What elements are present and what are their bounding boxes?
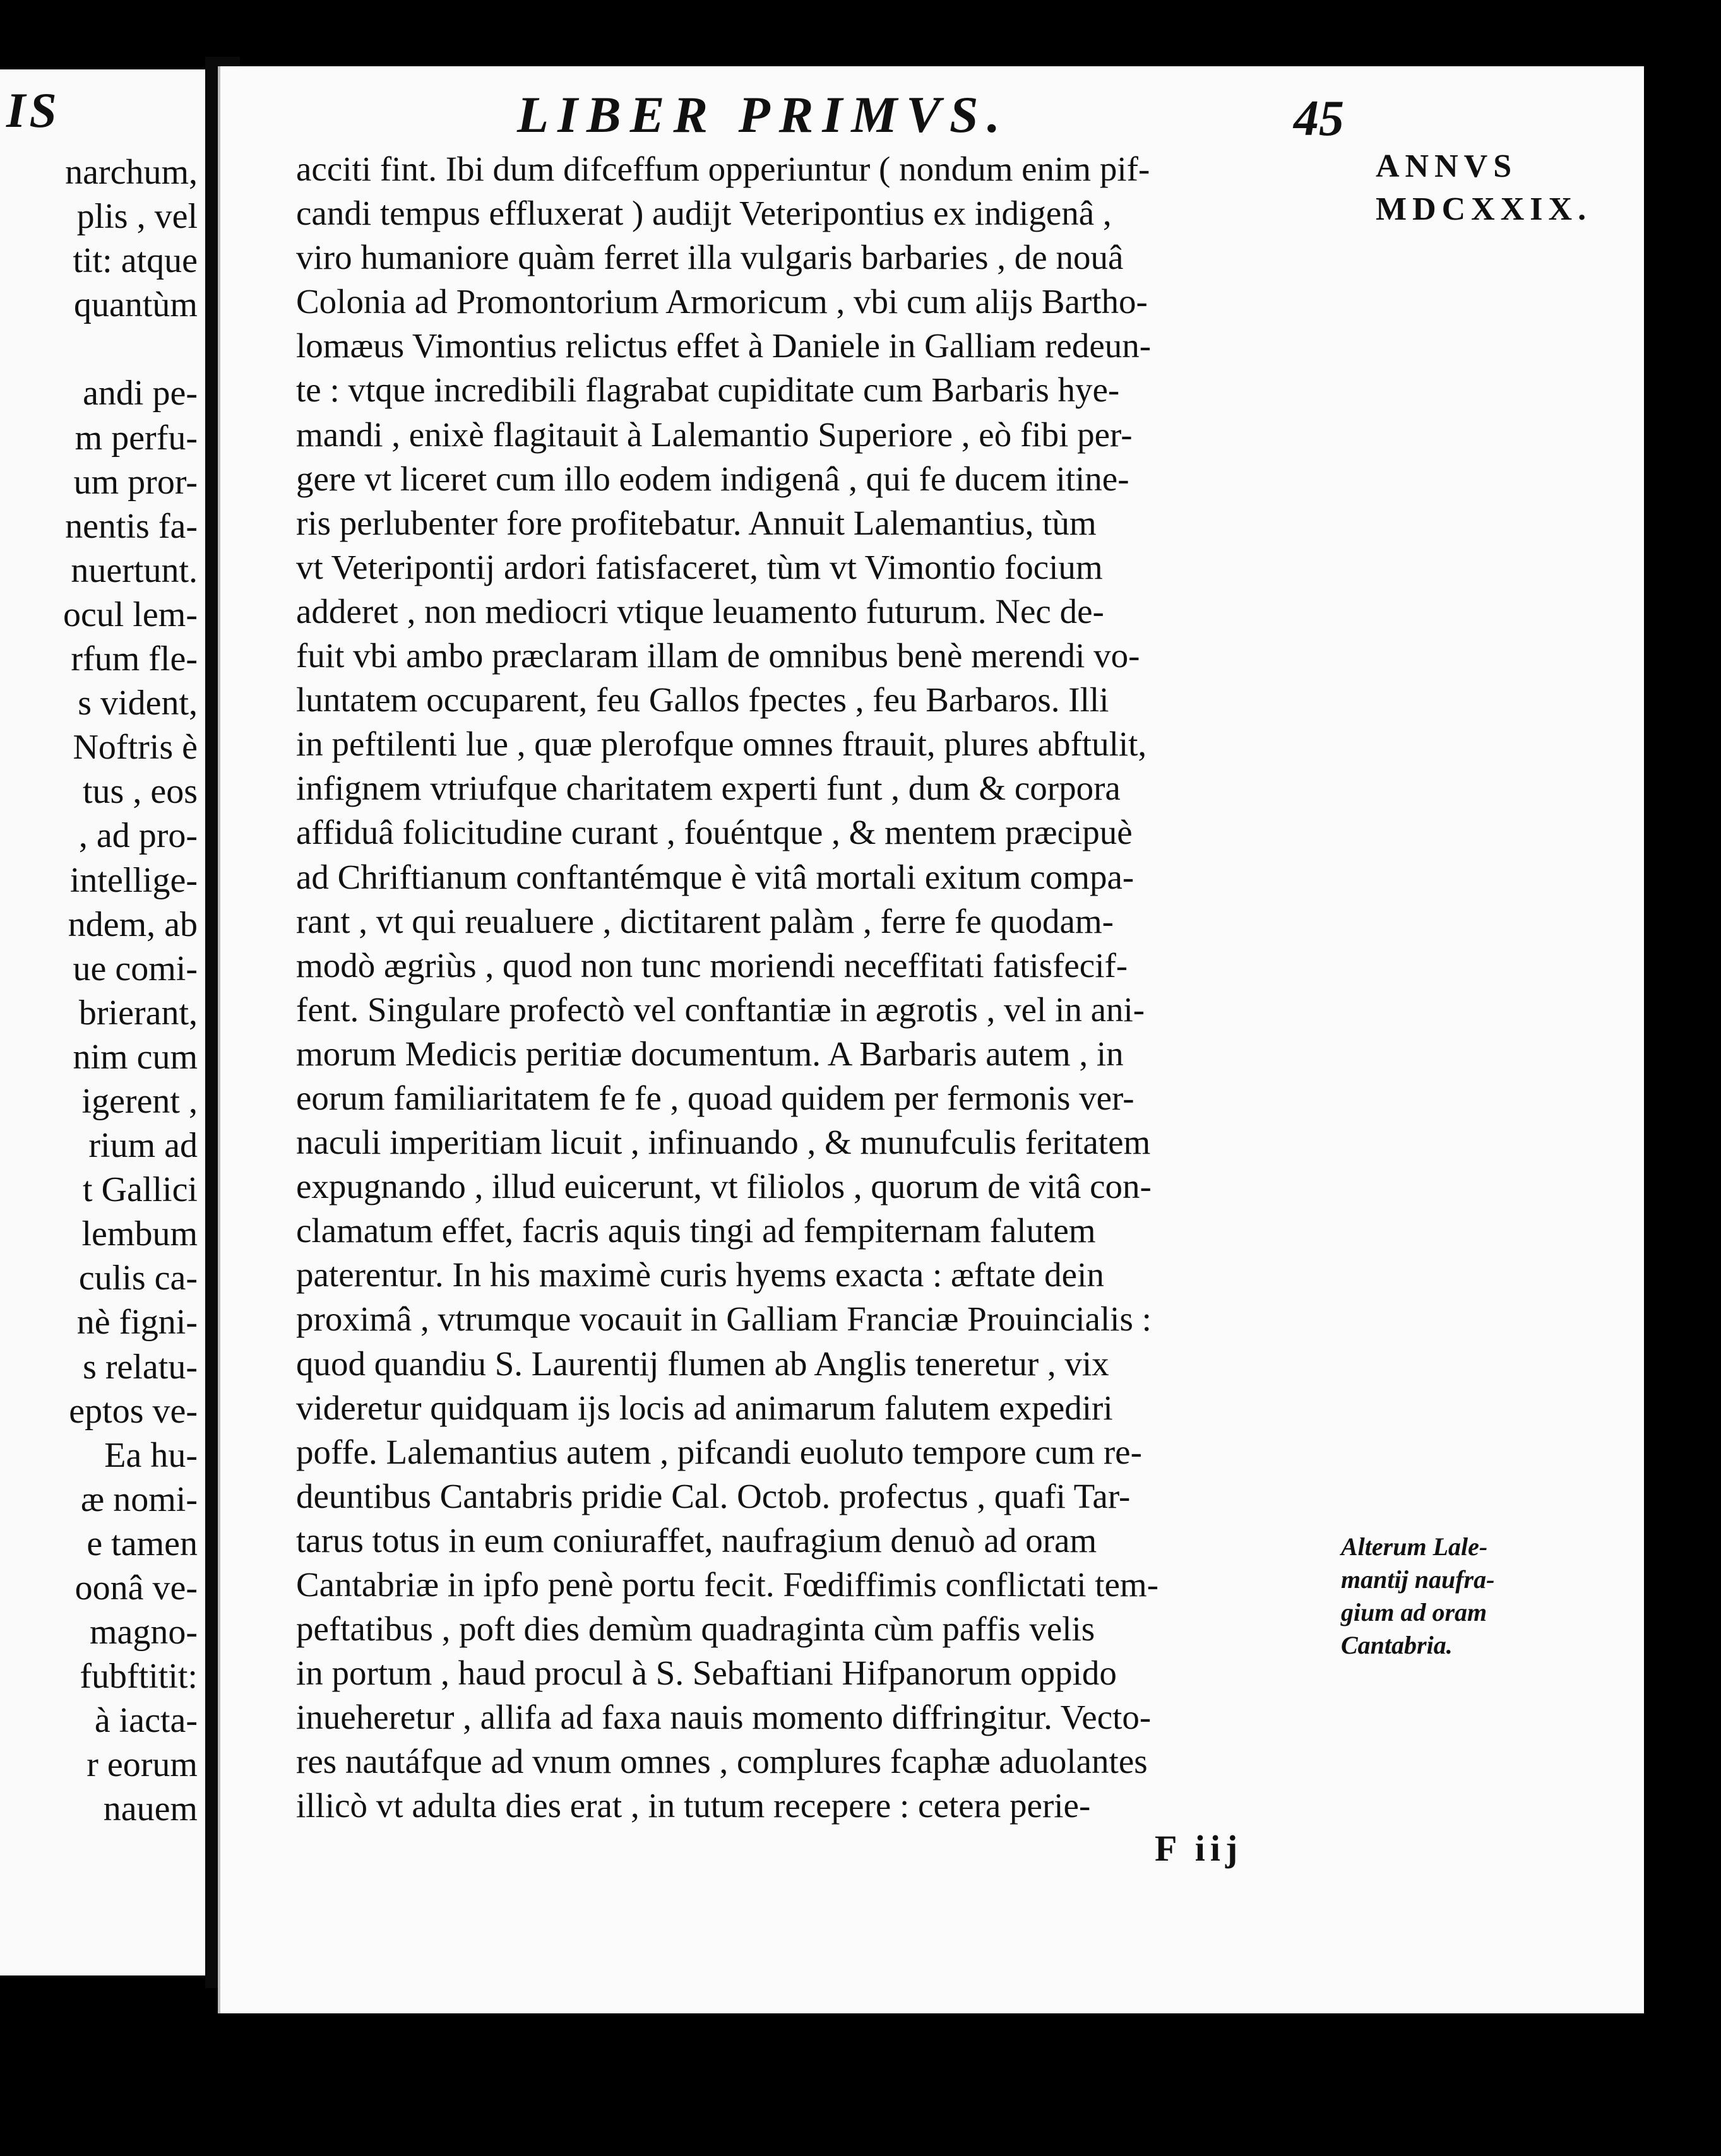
text-line: in portum , haud procul à S. Sebaftiani Hifpanorum oppido [296,1654,1117,1693]
text-line: ad Chriftianum conftantémque è vitâ mortali exitum compa- [296,857,1134,896]
text-line: s relatu- [83,1347,198,1387]
signature-mark: F iij [1155,1828,1243,1869]
text-line: r eorum [86,1745,198,1785]
text-line: quod quandiu S. Laurentij flumen ab Anglis teneretur , vix [296,1344,1109,1383]
text-line: deuntibus Cantabris pridie Cal. Octob. profectus , quafi Tar- [296,1476,1131,1515]
text-line: expugnando , illud euicerunt, vt filiolos , quorum de vitâ con- [296,1167,1152,1206]
scan-border [208,2013,1660,2156]
previous-page [0,69,205,1975]
text-line: eorum familiaritatem fe fe , quoad quidem per fermonis ver- [296,1078,1134,1117]
text-line: tarus totus in eum coniuraffet, naufragium denuò ad oram [296,1520,1097,1560]
text-line: quantùm [74,285,198,325]
text-line: res nautáfque ad vnum omnes , complures fcaphæ aduolantes [296,1742,1148,1781]
text-line: paterentur. In his maximè curis hyems exacta : æftate dein [296,1255,1104,1294]
text-line: nauem [103,1789,198,1829]
text-line: ue comi- [73,949,198,988]
text-line: Colonia ad Promontorium Armoricum , vbi cum alijs Bartho- [296,282,1148,321]
text-line: fuit vbi ambo præclaram illam de omnibus benè merendi vo- [296,636,1140,675]
margin-note-line: Cantabria. [1341,1631,1453,1659]
year-note-line: ANNVS [1376,148,1518,184]
text-line: nè figni- [76,1303,198,1342]
text-line: narchum, [65,153,198,192]
text-line: Cantabriæ in ipfo penè portu fecit. Fœdiffimis conflictati tem- [296,1565,1159,1604]
text-line: Noftris è [73,728,198,767]
text-line: mandi , enixè flagitauit à Lalemantio Superiore , eò fibi per- [296,415,1133,454]
text-line: rfum fle- [71,639,198,679]
text-line: eptos ve- [69,1391,198,1431]
previous-page-running-head: IS [6,83,61,138]
text-line: ocul lem- [63,595,198,634]
text-line: videretur quidquam ijs locis ad animarum falutem expediri [296,1388,1113,1427]
text-line: um pror- [73,462,198,502]
running-head: LIBER PRIMVS. [517,86,1009,143]
text-line: gere vt liceret cum illo eodem indigenâ , qui fe ducem itine- [296,459,1129,498]
text-line: rium ad [88,1126,198,1166]
text-line: fent. Singulare profectò vel conftantiæ in ægrotis , vel in ani- [296,990,1145,1029]
text-line: nentis fa- [65,506,198,546]
text-line: nim cum [73,1037,198,1077]
margin-note-line: gium ad oram [1341,1598,1487,1626]
text-line: morum Medicis peritiæ documentum. A Barbaris autem , in [296,1034,1124,1073]
text-line: nuertunt. [71,550,198,590]
body-text [296,147,1331,1828]
year-note-line: MDCXXIX. [1376,191,1592,227]
text-line: plis , vel [76,197,198,237]
margin-note-line: mantij naufra- [1341,1565,1495,1594]
text-line: brierant, [78,993,198,1033]
text-line: s vident, [78,684,198,723]
text-line: t Gallici [83,1170,198,1210]
current-page [218,66,1644,2013]
side-marginal-note [1341,1531,1549,1662]
text-line: candi tempus effluxerat ) audijt Veteripontius ex indigenâ , [296,194,1112,233]
text-line: proximâ , vtrumque vocauit in Galliam Franciæ Prouincialis : [296,1300,1152,1339]
year-marginal-note [1376,145,1641,231]
text-line: oonâ ve- [74,1568,198,1608]
text-line: à iacta- [94,1701,198,1741]
text-line: modò ægriùs , quod non tunc moriendi neceffitati fatisfecif- [296,945,1128,985]
text-line: inueheretur , allifa ad faxa nauis momento diffringitur. Vecto- [296,1698,1152,1737]
text-line: viro humaniore quàm ferret illa vulgaris barbaries , de nouâ [296,238,1124,277]
text-line: vt Veteripontij ardori fatisfaceret, tùm vt Vimontio focium [296,547,1103,586]
text-line: ndem, ab [68,904,198,944]
text-line: tus , eos [83,772,198,812]
text-line: igerent , [81,1081,198,1121]
text-line: peftatibus , poft dies demùm quadraginta cùm paffis velis [296,1609,1095,1649]
text-line: e tamen [86,1524,198,1563]
text-line: andi pe- [83,374,198,413]
text-line: rant , vt qui reualuere , dictitarent palàm , ferre fe quodam- [296,901,1114,940]
text-line: illicò vt adulta dies erat , in tutum recepere : cetera perie- [296,1786,1091,1825]
text-line: tit: atque [73,241,198,281]
text-line: poffe. Lalemantius autem , pifcandi euoluto tempore cum re- [296,1432,1142,1471]
text-line: fubftitit: [80,1657,198,1697]
text-line: clamatum effet, facris aquis tingi ad fempiternam falutem [296,1211,1096,1250]
text-line: lembum [81,1214,198,1254]
text-line: te : vtque incredibili flagrabat cupiditate cum Barbaris hye- [296,370,1120,410]
text-line [0,327,198,371]
text-line: intellige- [69,860,198,900]
text-line: adderet , non mediocri vtique leuamento futurum. Nec de- [296,591,1104,631]
text-line: , ad pro- [78,816,198,856]
text-line: luntatem occuparent, feu Gallos fpectes , feu Barbaros. Illi [296,680,1109,720]
text-line: ris perlubenter fore profitebatur. Annuit Lalemantius, tùm [296,503,1097,542]
text-line: in peftilenti lue , quæ plerofque omnes ftrauit, plures abftulit, [296,725,1147,764]
text-line: magno- [89,1613,198,1652]
margin-note-line: Alterum Lale- [1341,1532,1488,1561]
page-number: 45 [1294,91,1344,146]
text-line: æ nomi- [80,1479,198,1519]
text-line: m perfu- [74,418,198,458]
previous-page-text [0,150,198,1832]
text-line: culis ca- [78,1259,198,1298]
text-line: naculi imperitiam licuit , infinuando , & munufculis feritatem [296,1123,1151,1162]
text-line: infignem vtriufque charitatem experti funt , dum & corpora [296,769,1121,808]
text-line: lomæus Vimontius relictus effet à Daniele in Galliam redeun- [296,326,1152,365]
text-line: Ea hu- [104,1435,198,1475]
text-line: acciti fint. Ibi dum difceffum opperiuntur ( nondum enim pif- [296,150,1150,188]
text-line: affiduâ folicitudine curant , fouéntque , & mentem præcipuè [296,813,1133,852]
